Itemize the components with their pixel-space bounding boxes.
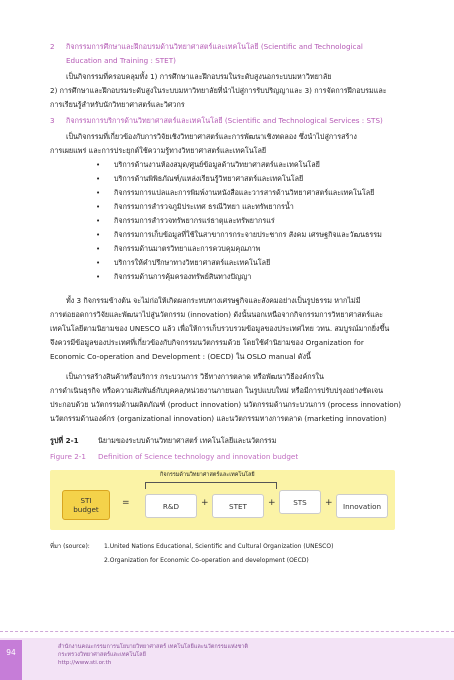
list-item: บริการด้านงานห้องสมุด/ศูนย์ข้อมูลด้านวิทยาศาสตร์และเทคโนโลยี <box>114 160 320 169</box>
para1-line5: Economic Co-operation and Development : (OECD) ใน OSLO manual ดังนี้ <box>50 352 311 361</box>
bullet-marker: • <box>96 175 101 183</box>
source-label: ที่มา (source): <box>50 543 90 550</box>
footer-divider <box>0 631 454 632</box>
figure-th-label: รูปที่ 2-1 <box>50 436 79 445</box>
para2-line2: การดำเนินธุรกิจ หรือความสัมพันธ์กับบุคคล/หน่วยงานภายนอก ในรูปแบบใหม่ หรือมีการปรับปรุงอย่างชัดเจน <box>50 386 384 395</box>
sti-label: STI <box>80 496 92 505</box>
budget-label: budget <box>73 505 99 514</box>
bullet-marker: • <box>96 217 101 225</box>
rd-box: R&D <box>145 494 197 518</box>
item2-body-line2: 2) การศึกษาและฝึกอบรมระดับสูงในระบบมหาวิทยาลัยที่นำไปสู่การรับปริญญาและ 3) การจัดการฝึกอบรมและ <box>50 86 387 95</box>
list-item: กิจกรรมการสำรวจทรัพยากรแร่ธาตุและทรัพยากรแร่ <box>114 216 275 225</box>
footer <box>0 638 454 680</box>
item2-number: 2 <box>50 42 55 51</box>
item2-body-line1: เป็นกิจกรรมที่ครอบคลุมทั้ง 1) การศึกษาและฝึกอบรมในระดับสูงนอกระบบมหาวิทยาลัย <box>66 72 332 81</box>
para1-line2: การต่อยอดการวิจัยและพัฒนาไปสู่นวัตกรรม (innovation) ดังนั้นนอกเหนือจากกิจกรรมการวิทยาศาสตร์และ <box>50 310 383 319</box>
list-item: บริการให้คำปรึกษาทางวิทยาศาสตร์และเทคโนโลยี <box>114 258 271 267</box>
footer-org-line1: สำนักงานคณะกรรมการนโยบายวิทยาศาสตร์ เทคโนโลยีและนวัตกรรมแห่งชาติ <box>58 644 249 650</box>
list-item: บริการด้านพิพิธภัณฑ์/แหล่งเรียนรู้วิทยาศาสตร์และเทคโนโลยี <box>114 174 304 183</box>
bullet-marker: • <box>96 273 101 281</box>
list-item: กิจกรรมด้านมาตรวิทยาและการควบคุมคุณภาพ <box>114 244 261 253</box>
source-2: 2.Organization for Economic Co-operation and development (OECD) <box>104 557 309 564</box>
item2-heading-line1: กิจกรรมการศึกษาและฝึกอบรมด้านวิทยาศาสตร์และเทคโนโลยี (Scientific and Technological <box>66 42 363 51</box>
figure-en-caption: Definition of Science technology and innovation budget <box>98 452 299 461</box>
sts-box: STS <box>279 490 321 514</box>
list-item: กิจกรรมด้านการคุ้มครองทรัพย์สินทางปัญญา <box>114 272 252 281</box>
footer-url[interactable]: http://www.sti.or.th <box>58 660 112 666</box>
bullet-marker: • <box>96 203 101 211</box>
bullet-marker: • <box>96 245 101 253</box>
item3-number: 3 <box>50 116 55 125</box>
para1-line4: จึงควรมีข้อมูลของประเทศที่เกี่ยวข้องกับกิจกรรมนวัตกรรมด้วย โดยใช้คำนิยามของ Organization for <box>50 338 364 347</box>
diagram-bracket-label: กิจกรรมด้านวิทยาศาสตร์และเทคโนโลยี <box>160 472 255 478</box>
page-number-tab <box>0 640 22 680</box>
stet-box: STET <box>212 494 264 518</box>
source-1: 1.United Nations Educational, Scientific and Cultural Organization (UNESCO) <box>104 543 334 550</box>
plus-sign: + <box>201 498 209 508</box>
page-number: 94 <box>6 648 16 657</box>
footer-org-line2: กระทรวงวิทยาศาสตร์และเทคโนโลยี <box>58 652 146 658</box>
innovation-box: Innovation <box>336 494 388 518</box>
equals-sign: = <box>122 498 130 508</box>
diagram-bracket <box>145 482 277 489</box>
item3-body-line1: เป็นกิจกรรมที่เกี่ยวข้องกับการวิจัยเชิงวิทยาศาสตร์และการพัฒนาเชิงทดลอง ซึ่งนำไปสู่การสร้าง <box>66 132 357 141</box>
para1-line3: เทคโนโลยีตามนิยามของ UNESCO แล้ว เพื่อให้การเก็บรวบรวมข้อมูลของประเทศไทย วทน. สมบูรณ์มากยิ่งขึ้น <box>50 324 390 333</box>
para1-line1: ทั้ง 3 กิจกรรมข้างต้น จะไม่ก่อให้เกิดผลกระทบทางเศรษฐกิจและสังคมอย่างเป็นรูปธรรม หากไม่มี <box>66 296 361 305</box>
para2-line4: นวัตกรรมด้านองค์กร (organizational innovation) และนวัตกรรมทางการตลาด (marketing innovation) <box>50 414 387 423</box>
para2-line1: เป็นการสร้างสินค้าหรือบริการ กระบวนการ วิธีทางการตลาด หรือพัฒนาวิธีองค์กรใน <box>66 372 324 381</box>
sti-budget-box <box>62 490 110 520</box>
plus-sign: + <box>325 498 333 508</box>
para2-line3: ประกอบด้วย นวัตกรรมด้านผลิตภัณฑ์ (product innovation) นวัตกรรมด้านกระบวนการ (process innovation) <box>50 400 402 409</box>
item2-body-line3: การเรียนรู้สำหรับนักวิทยาศาสตร์และวิศวกร <box>50 100 185 109</box>
item3-body-line2: การเผยแพร่ และการประยุกต์ใช้ความรู้ทางวิทยาศาสตร์และเทคโนโลยี <box>50 146 267 155</box>
bullet-marker: • <box>96 259 101 267</box>
list-item: กิจกรรมการสำรวจภูมิประเทศ ธรณีวิทยา และทรัพยากรน้ำ <box>114 202 294 211</box>
sti-budget-diagram <box>50 470 395 530</box>
plus-sign: + <box>268 498 276 508</box>
figure-en-label: Figure 2-1 <box>50 452 86 461</box>
item3-heading: กิจกรรมการบริการด้านวิทยาศาสตร์และเทคโนโลยี (Scientific and Technological Services : STS) <box>66 116 383 125</box>
list-item: กิจกรรมการแปลและการพิมพ์งานหนังสือและวารสารด้านวิทยาศาสตร์และเทคโนโลยี <box>114 188 375 197</box>
bullet-marker: • <box>96 189 101 197</box>
list-item: กิจกรรมการเก็บข้อมูลที่ใช้ในสาขาการกระจายประชากร สังคม เศรษฐกิจและวัฒนธรรม <box>114 230 382 239</box>
figure-th-caption: นิยามของระบบด้านวิทยาศาสตร์ เทคโนโลยีและนวัตกรรม <box>98 436 277 445</box>
item2-heading-line2: Education and Training : STET) <box>66 56 176 65</box>
bullet-marker: • <box>96 161 101 169</box>
bullet-marker: • <box>96 231 101 239</box>
